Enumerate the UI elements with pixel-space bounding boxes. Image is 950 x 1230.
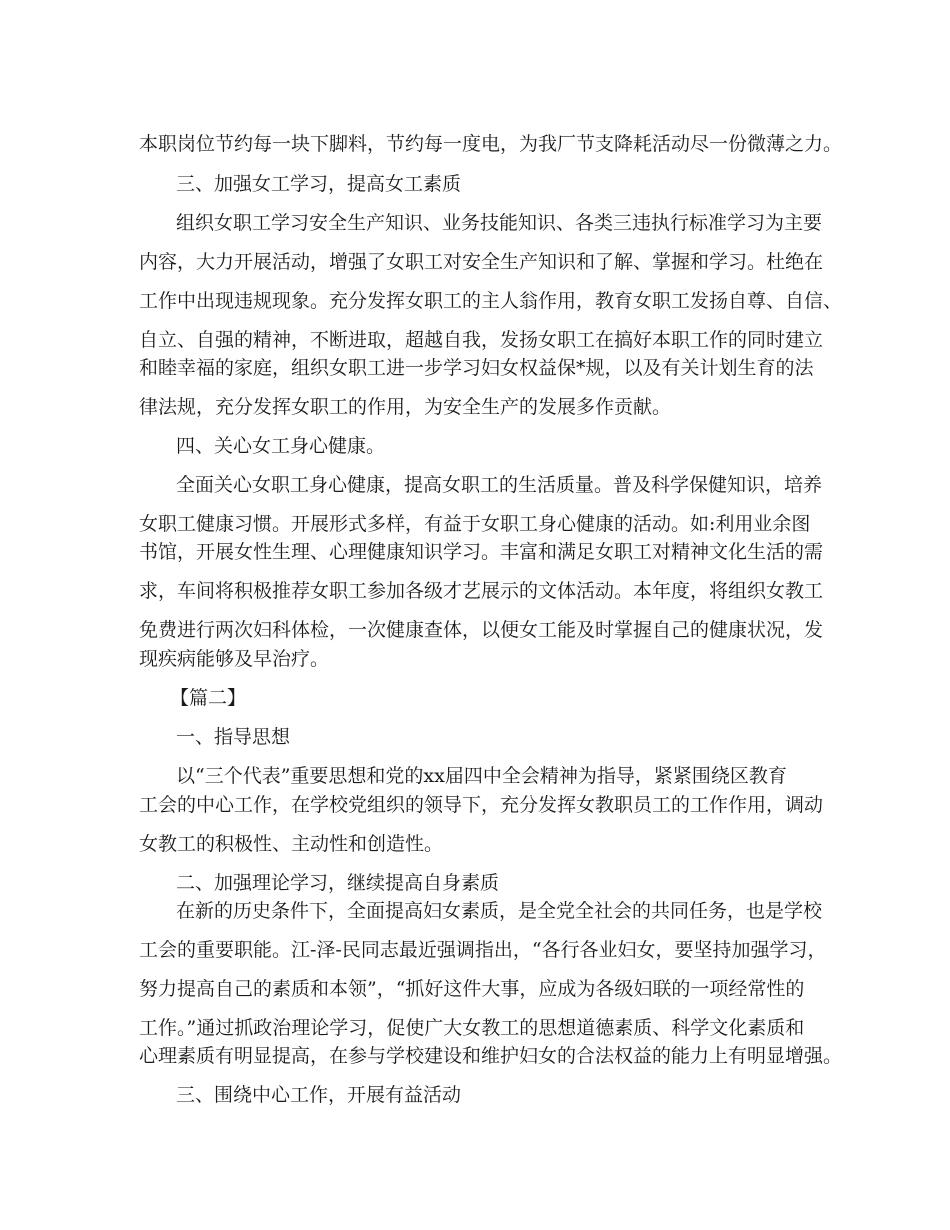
body-line: 在新的历史条件下，全面提高妇女素质，是全党全社会的共同任务，也是学校 xyxy=(176,900,823,922)
body-line: 免费进行两次妇科体检，一次健康查体，以便女工能及时掌握自己的健康状况，发 xyxy=(139,619,824,641)
section-heading: 二、加强理论学习，继续提高自身素质 xyxy=(176,872,500,894)
body-line: 工会的重要职能。江-泽-民同志最近强调指出，“各行各业妇女，要坚持加强学习， xyxy=(139,939,827,961)
body-line: 自立、自强的精神，不断进取，超越自我，发扬女职工在搞好本职工作的同时建立 xyxy=(139,329,824,351)
body-line: 以“三个代表”重要思想和党的xx届四中全会精神为指导，紧紧围绕区教育 xyxy=(176,765,787,787)
body-line: 工会的中心工作，在学校党组织的领导下，充分发挥女教职员工的工作作用，调动 xyxy=(139,794,824,816)
body-line: 工作。”通过抓政治理论学习，促使广大女教工的思想道德素质、科学文化素质和 xyxy=(139,1017,805,1039)
body-line: 内容，大力开展活动，增强了女职工对安全生产知识和了解、掌握和学习。杜绝在 xyxy=(139,251,824,273)
body-line: 全面关心女职工身心健康，提高女职工的生活质量。普及科学保健知识，培养 xyxy=(176,474,823,496)
body-line: 心理素质有明显提高，在参与学校建设和维护妇女的合法权益的能力上有明显增强。 xyxy=(139,1045,843,1067)
body-line: 和睦幸福的家庭，组织女职工进一步学习妇女权益保*规，以及有关计划生育的法 xyxy=(139,357,814,379)
body-line: 女教工的积极性、主动性和创造性。 xyxy=(139,833,444,855)
body-line: 现疾病能够及早治疗。 xyxy=(139,648,330,670)
section-heading: 四、关心女工身心健康。 xyxy=(176,435,386,457)
section-heading: 一、指导思想 xyxy=(176,726,291,748)
section-heading: 三、加强女工学习，提高女工素质 xyxy=(176,173,462,195)
body-line: 组织女职工学习安全生产知识、业务技能知识、各类三违执行标准学习为主要 xyxy=(176,212,823,234)
body-line: 女职工健康习惯。开展形式多样，有益于女职工身心健康的活动。如:利用业余图 xyxy=(139,513,811,535)
body-line: 书馆，开展女性生理、心理健康知识学习。丰富和满足女职工对精神文化生活的需 xyxy=(139,541,824,563)
body-line: 律法规，充分发挥女职工的作用，为安全生产的发展多作贡献。 xyxy=(139,396,672,418)
section-heading: 三、围绕中心工作，开展有益活动 xyxy=(176,1084,462,1106)
body-line: 工作中出现违规现象。充分发挥女职工的主人翁作用，教育女职工发扬自尊、自信、 xyxy=(139,290,843,312)
part-heading: 【篇二】 xyxy=(170,687,247,709)
body-line: 本职岗位节约每一块下脚料，节约每一度电，为我厂节支降耗活动尽一份微薄之力。 xyxy=(139,133,843,155)
body-line: 求，车间将积极推荐女职工参加各级才艺展示的文体活动。本年度，将组织女教工 xyxy=(139,580,824,602)
body-line: 努力提高自己的素质和本领”，“抓好这件大事，应成为各级妇联的一项经常性的 xyxy=(139,978,805,1000)
